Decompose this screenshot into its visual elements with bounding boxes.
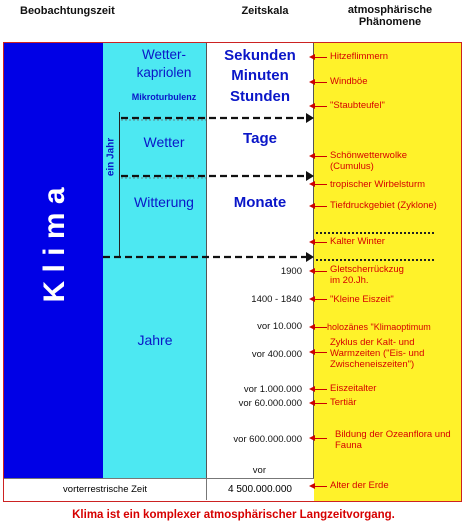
arrow-hitzeflimmern (314, 57, 327, 58)
separator-arrowhead-3 (306, 252, 314, 262)
wetter-label: Wetter (143, 134, 185, 150)
phenomenon-wirbelsturm: tropischer Wirbelsturm (330, 179, 426, 190)
monate-label: Monate (233, 194, 287, 211)
arrow-kalter-winter (314, 242, 327, 243)
arrow-ozeanflora (314, 438, 327, 439)
phenomenon-windboe: Windböe (330, 76, 368, 87)
arrow-kleine-eiszeit (314, 299, 327, 300)
phenomenon-staubteufel: "Staubteufel" (330, 100, 385, 111)
phenomenon-kalt-warmzeiten: Zyklus der Kalt- und Warmzeiten ("Eis- und Zwischeneiszeiten") (330, 337, 425, 370)
timeline-10000: vor 10.000 (257, 321, 302, 332)
witterung-label: Witterung (134, 194, 194, 210)
arrow-klimaoptimum (314, 327, 327, 328)
erdalter-value: 4 500.000.000 (228, 484, 292, 495)
wetterkapriolen-label: Wetter-kapriolen (136, 47, 192, 80)
caption: Klima ist ein komplexer atmosphärischer Langzeitvorgang. (72, 509, 395, 521)
timeline-600000000: vor 600.000.000 (233, 434, 302, 445)
phenomenon-tertiaer: Tertiär (330, 397, 357, 408)
arrow-kalt-warmzeiten (314, 352, 327, 353)
phenomenon-hitzeflimmern: Hitzeflimmern (330, 51, 389, 62)
phenomenon-schoenwetterwolke: Schönwetterwolke (Cumulus) (330, 150, 408, 172)
timeline-vor: vor (252, 465, 266, 476)
arrow-eiszeitalter (314, 389, 327, 390)
phenomenon-alter-der-erde: Alter der Erde (330, 480, 389, 491)
minuten-label: Minuten (231, 67, 289, 84)
phenomenon-eiszeitalter: Eiszeitalter (330, 383, 377, 394)
ein-jahr-label: ein Jahr (105, 137, 117, 177)
klima-label: K l i m a (38, 187, 71, 303)
phenomenon-ozeanflora: Bildung der Ozeanflora und Fauna (335, 429, 451, 451)
timeline-400000: vor 400.000 (251, 349, 302, 360)
separator-arrowhead-1 (306, 113, 314, 123)
phenomenon-tiefdruckgebiet: Tiefdruckgebiet (Zyklone) (330, 200, 437, 211)
header-phaenomene: atmosphärische Phänomene (347, 4, 433, 28)
phenomenon-kalter-winter: Kalter Winter (330, 236, 385, 247)
header-beobachtungszeit: Beobachtungszeit (20, 5, 115, 17)
stunden-label: Stunden (230, 88, 290, 105)
timeline-60000000: vor 60.000.000 (238, 398, 302, 409)
arrow-schoenwetterwolke (314, 156, 327, 157)
phenomenon-gletscherrueckzug: Gletscherrückzug im 20.Jh. (330, 264, 404, 286)
sekunden-label: Sekunden (224, 47, 296, 64)
mikroturbulenz-label: Mikroturbulenz (131, 92, 197, 102)
phenomenon-klimaoptimum: holozänes "Klimaoptimum (327, 322, 431, 332)
header-zeitskala: Zeitskala (241, 5, 289, 17)
arrow-tiefdruckgebiet (314, 206, 327, 207)
phenomenon-kleine-eiszeit: "Kleine Eiszeit" (330, 294, 394, 305)
arrow-staubteufel (314, 106, 327, 107)
timeline-1400-1840: 1400 - 1840 (251, 294, 302, 305)
dotted-line-2 (316, 259, 434, 261)
arrow-tertiaer (314, 403, 327, 404)
arrow-wirbelsturm (314, 184, 327, 185)
tage-label: Tage (243, 130, 277, 147)
arrow-windboe (314, 82, 327, 83)
arrow-gletscherrueckzug (314, 271, 327, 272)
separator-arrowhead-2 (306, 171, 314, 181)
jahre-label: Jahre (137, 332, 173, 348)
timeline-1900: 1900 (280, 266, 302, 277)
dotted-line-1 (316, 232, 434, 234)
vorterrestrische-zeit: vorterrestrische Zeit (63, 484, 147, 495)
timeline-1000000: vor 1.000.000 (243, 384, 302, 395)
arrow-alter-der-erde (314, 486, 327, 487)
